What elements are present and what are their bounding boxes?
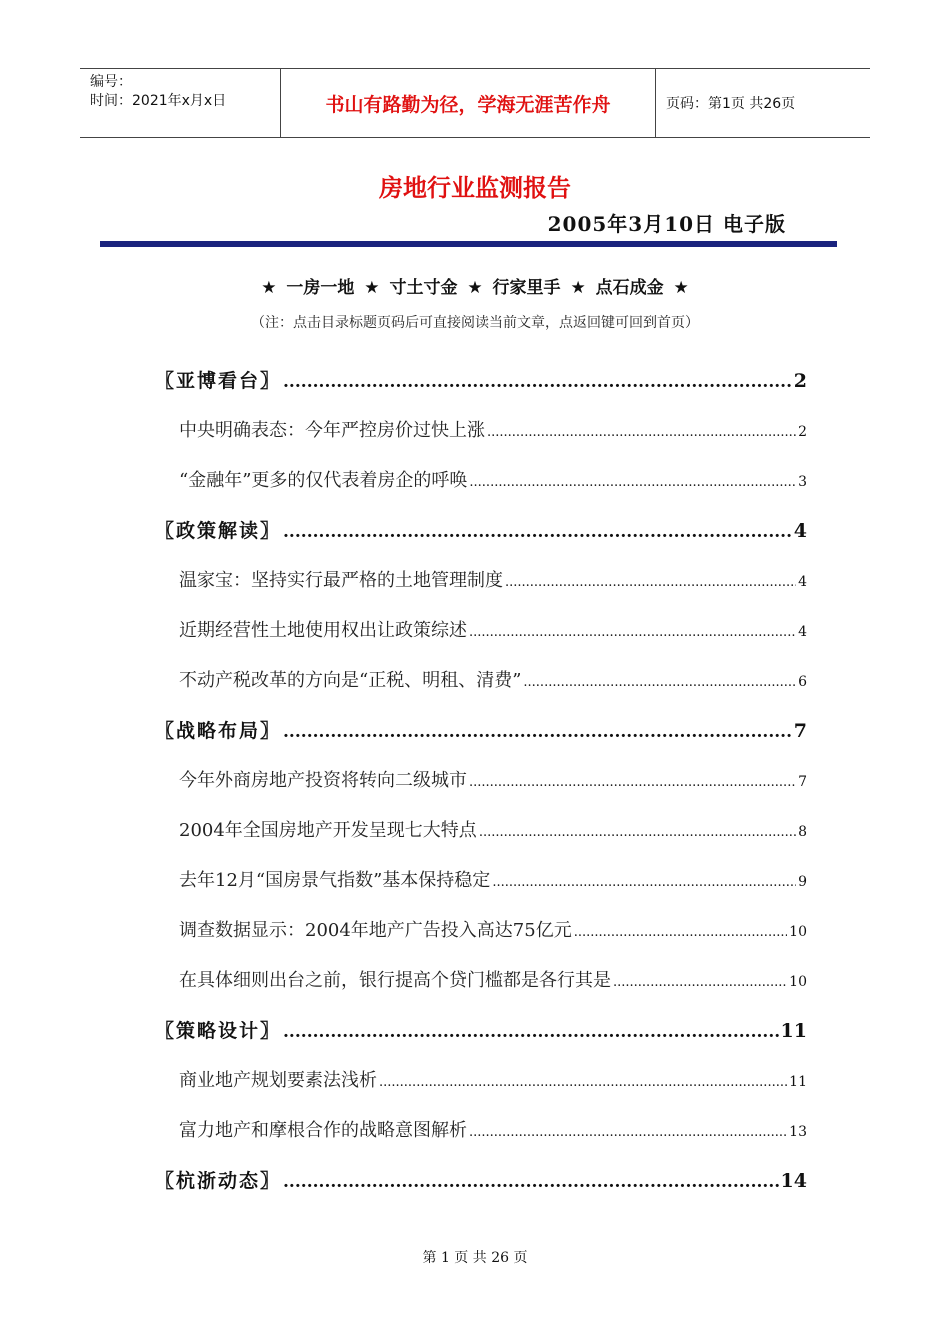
- toc-dot-leader: [469, 1125, 787, 1140]
- toc-page-number[interactable]: 13: [789, 1124, 807, 1140]
- toc-article-link[interactable]: [155, 1066, 807, 1116]
- toc-dot-leader: [523, 675, 796, 690]
- toc-article-link[interactable]: [155, 466, 807, 516]
- toc-entry-title[interactable]: 不动产税改革的方向是“正税、明租、清费”: [179, 670, 522, 691]
- toc-page-number[interactable]: 11: [780, 1020, 807, 1042]
- toc-dot-leader: [283, 522, 792, 542]
- toc-page-number[interactable]: 3: [798, 474, 807, 490]
- toc-article-link[interactable]: [155, 616, 807, 666]
- page-footer: 第 1 页 共 26 页: [422, 1250, 528, 1266]
- toc-page-number[interactable]: 2: [793, 370, 807, 392]
- number-label: 编号：: [90, 74, 132, 90]
- toc-article-link[interactable]: [155, 1116, 807, 1166]
- toc-page-number[interactable]: 6: [798, 674, 807, 690]
- toc-entry-title[interactable]: 调查数据显示：2004年地产广告投入高达75亿元: [179, 920, 572, 941]
- toc-page-number[interactable]: 14: [780, 1170, 807, 1192]
- toc-page-number[interactable]: 7: [793, 720, 807, 742]
- toc-page-number[interactable]: 4: [793, 520, 807, 542]
- toc-entry-title[interactable]: 在具体细则出台之前，银行提高个贷门槛都是各行其是: [179, 970, 611, 991]
- toc-dot-leader: [469, 625, 796, 640]
- date-label: 时间：2021年x月x日: [90, 93, 227, 109]
- toc-page-number[interactable]: 4: [798, 574, 807, 590]
- toc-page-number[interactable]: 7: [798, 774, 807, 790]
- toc-section-link[interactable]: [155, 1166, 807, 1216]
- toc-entry-title[interactable]: 中央明确表态：今年严控房价过快上涨: [179, 420, 485, 441]
- toc-page-number[interactable]: 8: [798, 824, 807, 840]
- toc-article-link[interactable]: [155, 566, 807, 616]
- toc-section-link[interactable]: [155, 366, 807, 416]
- toc-section-link[interactable]: [155, 516, 807, 566]
- header-page-info: 页码：第1页 共26页: [666, 96, 796, 112]
- toc-entry-title[interactable]: 去年12月“国房景气指数”基本保持稳定: [179, 870, 491, 891]
- toc-dot-leader: [613, 975, 787, 990]
- toc-entry-title[interactable]: 〖杭浙动态〗: [155, 1170, 282, 1192]
- toc-page-number[interactable]: 11: [789, 1074, 807, 1090]
- toc-article-link[interactable]: [155, 916, 807, 966]
- toc-dot-leader: [379, 1075, 787, 1090]
- toc-dot-leader: [505, 575, 796, 590]
- title-divider: [100, 241, 837, 247]
- toc-entry-title[interactable]: 温家宝：坚持实行最严格的土地管理制度: [179, 570, 503, 591]
- toc-entry-title[interactable]: 2004年全国房地产开发呈现七大特点: [179, 820, 477, 841]
- toc-page-number[interactable]: 4: [798, 624, 807, 640]
- toc-entry-title[interactable]: 富力地产和摩根合作的战略意图解析: [179, 1120, 467, 1141]
- header-motto: 书山有路勤为径，学海无涯苦作舟: [281, 69, 656, 137]
- toc-entry-title[interactable]: 〖政策解读〗: [155, 520, 282, 542]
- toc-dot-leader: [283, 1172, 779, 1192]
- toc-page-number[interactable]: 10: [789, 924, 807, 940]
- toc-entry-title[interactable]: 〖战略布局〗: [155, 720, 282, 742]
- toc-note: （注：点击目录标题页码后可直接阅读当前文章，点返回键可回到首页）: [251, 315, 699, 331]
- slogan: ★ 一房一地 ★ 寸土寸金 ★ 行家里手 ★ 点石成金 ★: [261, 278, 689, 298]
- page-header: [80, 68, 870, 138]
- toc-entry-title[interactable]: “金融年”更多的仅代表着房企的呼唤: [179, 470, 468, 491]
- document-title: 房地行业监测报告: [379, 174, 571, 202]
- toc-entry-title[interactable]: 商业地产规划要素法浅析: [179, 1070, 377, 1091]
- toc-entry-title[interactable]: 〖策略设计〗: [155, 1020, 282, 1042]
- toc-page-number[interactable]: 9: [798, 874, 807, 890]
- document-subtitle: 2005年3月10日 电子版: [547, 212, 786, 236]
- header-meta: [80, 69, 281, 137]
- table-of-contents: [155, 366, 807, 1216]
- toc-page-number[interactable]: 2: [798, 424, 807, 440]
- toc-section-link[interactable]: [155, 716, 807, 766]
- toc-dot-leader: [283, 372, 792, 392]
- toc-article-link[interactable]: [155, 766, 807, 816]
- toc-article-link[interactable]: [155, 866, 807, 916]
- toc-dot-leader: [283, 722, 792, 742]
- toc-article-link[interactable]: [155, 966, 807, 1016]
- toc-page-number[interactable]: 10: [789, 974, 807, 990]
- toc-entry-title[interactable]: 〖亚博看台〗: [155, 370, 282, 392]
- toc-dot-leader: [479, 825, 796, 840]
- toc-dot-leader: [574, 925, 787, 940]
- toc-dot-leader: [283, 1022, 779, 1042]
- toc-entry-title[interactable]: 近期经营性土地使用权出让政策综述: [179, 620, 467, 641]
- toc-article-link[interactable]: [155, 816, 807, 866]
- toc-article-link[interactable]: [155, 416, 807, 466]
- toc-entry-title[interactable]: 今年外商房地产投资将转向二级城市: [179, 770, 467, 791]
- toc-article-link[interactable]: [155, 666, 807, 716]
- toc-dot-leader: [487, 425, 796, 440]
- toc-section-link[interactable]: [155, 1016, 807, 1066]
- toc-dot-leader: [469, 475, 796, 490]
- toc-dot-leader: [469, 775, 796, 790]
- toc-dot-leader: [492, 875, 796, 890]
